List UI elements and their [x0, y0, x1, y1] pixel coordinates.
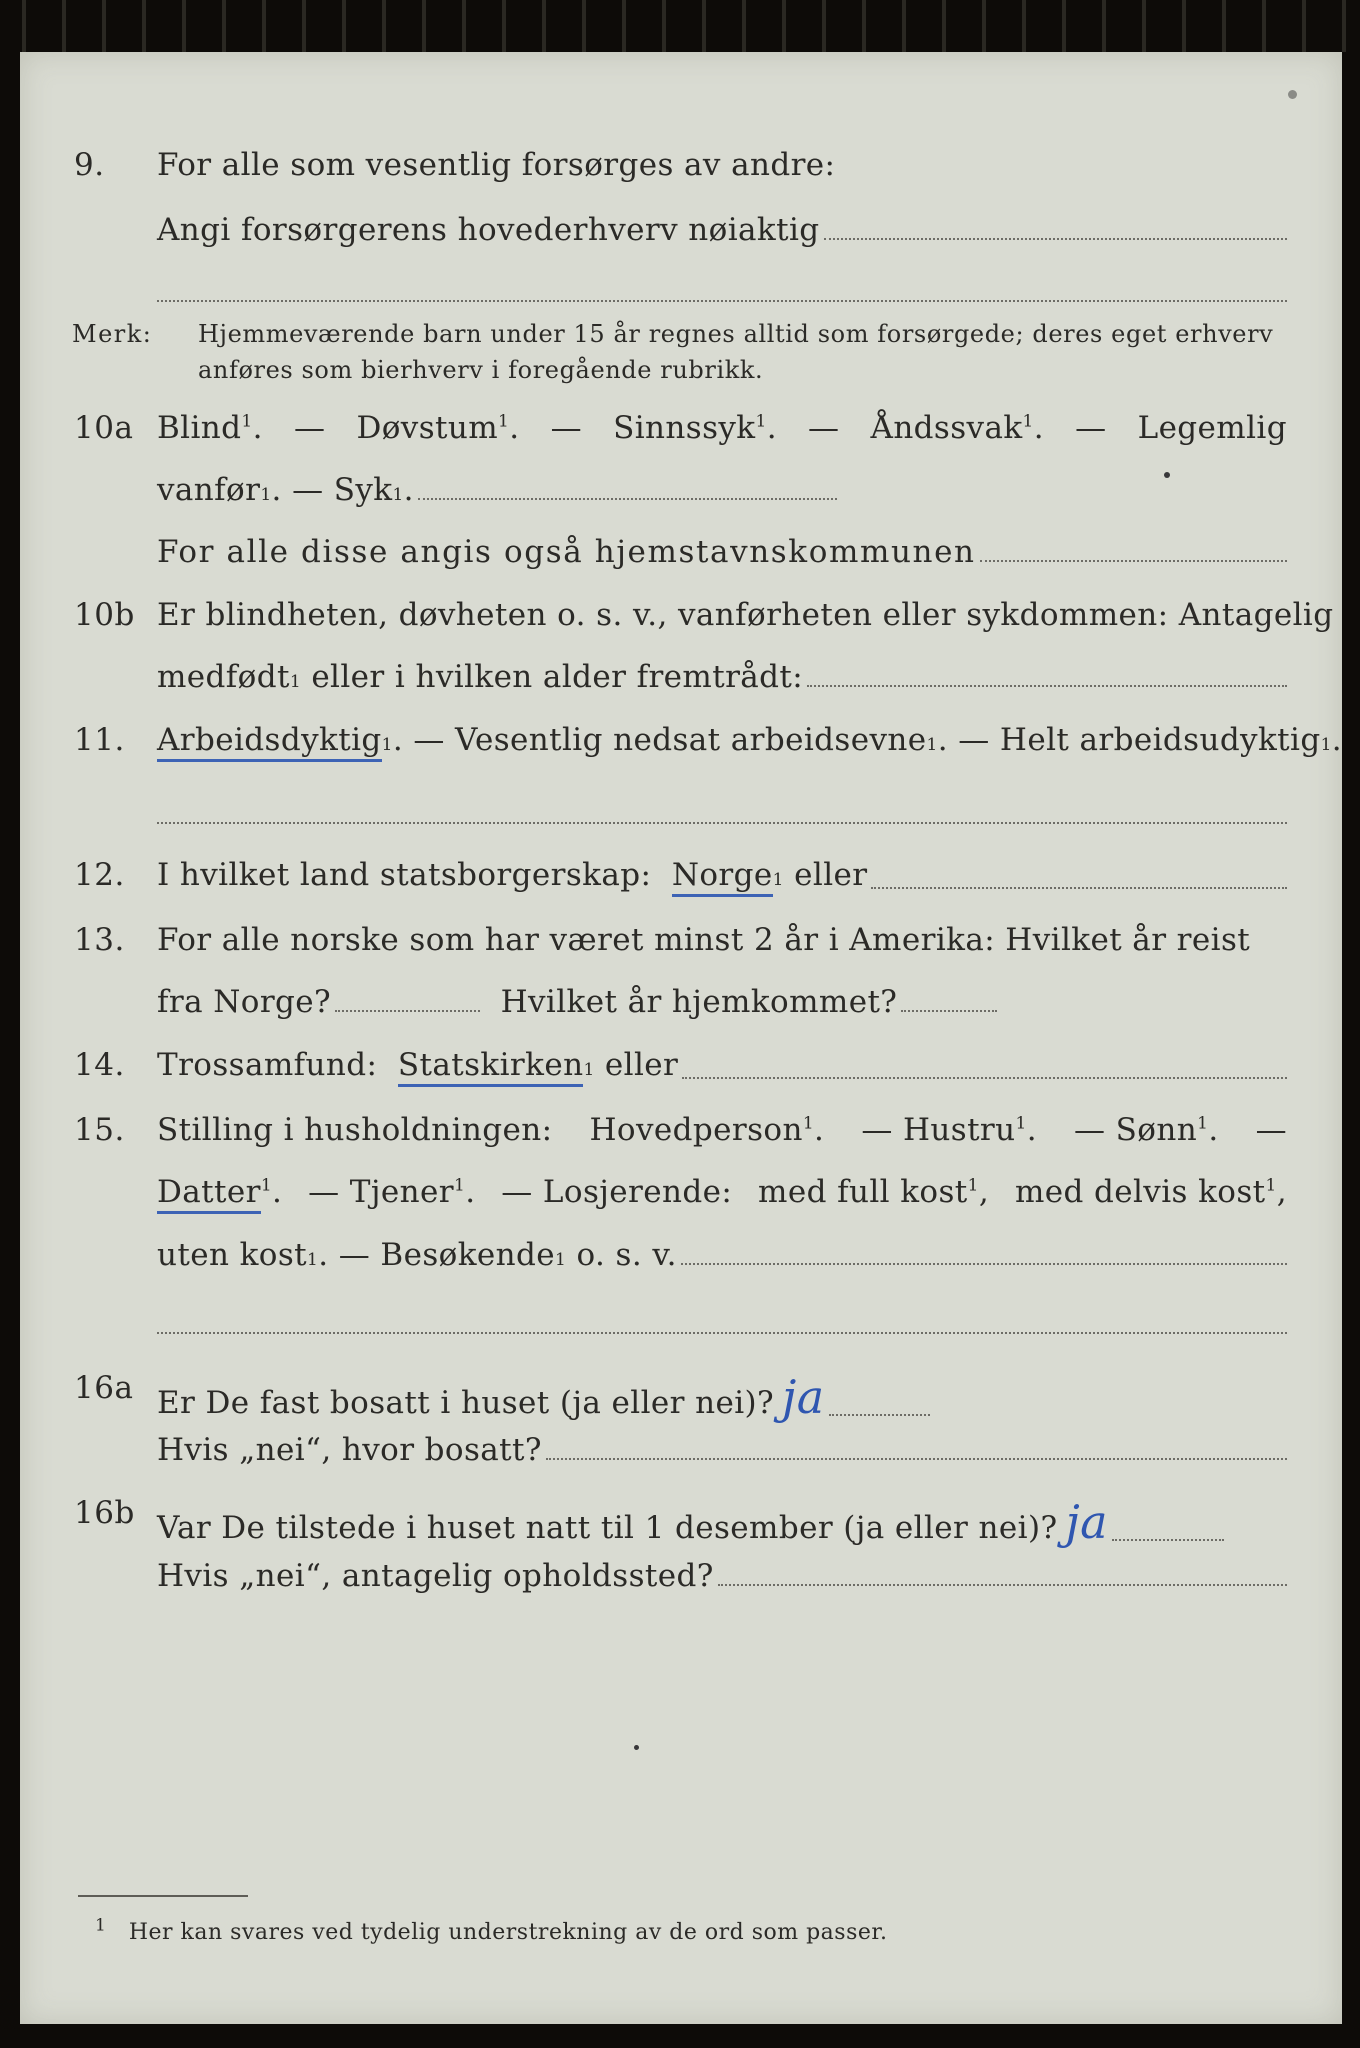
option-sonn[interactable]: — Sønn: [1074, 1112, 1198, 1148]
answer-line[interactable]: [157, 300, 1287, 302]
question-text: For alle disse angis også hjemstavnskommunen: [157, 534, 976, 570]
option-dovstum[interactable]: Døvstum: [356, 410, 499, 446]
question-11: 11. Arbeidsdyktig 1 . — Vesentlig nedsat arbeidsevne 1 . — Helt arbeidsudyktig 1 .: [20, 722, 1342, 778]
answer-line[interactable]: [157, 1332, 1287, 1334]
option-delvis-kost[interactable]: med delvis kost: [1014, 1174, 1266, 1210]
question-10b-line2: medfødt 1 eller i hvilken alder fremtrådt:: [20, 659, 1342, 715]
question-16b: [20, 1495, 1342, 1551]
question-16a-line2: [20, 1432, 1342, 1488]
separator: —: [550, 410, 582, 446]
option-tjener[interactable]: — Tjener: [308, 1174, 454, 1210]
scan-top-edge: [0, 0, 1360, 52]
question-text: Er blindheten, døvheten o. s. v., vanførheten eller sykdommen: Antagelig: [157, 597, 1334, 633]
option-andssvak[interactable]: Åndssvak: [870, 410, 1023, 446]
question-text: eller i hvilken alder fremtrådt:: [311, 659, 804, 695]
answer-line[interactable]: [871, 887, 1287, 889]
question-text: o. s. v.: [576, 1237, 677, 1273]
separator: —: [1075, 410, 1107, 446]
footnote-rule: [78, 1895, 248, 1897]
question-text: eller: [794, 857, 868, 893]
question-16b-line2: [20, 1558, 1342, 1614]
question-text: For alle som vesentlig forsørges av andre:: [157, 147, 836, 183]
ink-speck: [1164, 472, 1170, 478]
question-number: 16a: [74, 1370, 134, 1406]
question-14: 14. Trossamfund: Statskirken 1 eller: [20, 1047, 1342, 1103]
question-number: 15.: [74, 1112, 125, 1148]
option-legemlig[interactable]: Legemlig: [1137, 410, 1287, 446]
separator: —: [808, 410, 840, 446]
census-form-page: [20, 52, 1342, 2024]
option-syk[interactable]: — Syk: [292, 472, 393, 508]
question-text: eller: [604, 1047, 679, 1083]
question-9-line2: [20, 212, 1342, 268]
answer-line[interactable]: [681, 1263, 1287, 1265]
option-full-kost[interactable]: med full kost: [758, 1174, 968, 1210]
answer-line[interactable]: [807, 685, 1287, 687]
option-norge[interactable]: Norge: [672, 857, 773, 897]
question-10a: 10a Blind$^1$. — Døvstum$^1$. — Sinnssyk$^1$. — Åndssvak$^1$. — Legemlig: [74, 410, 1287, 446]
answer-line[interactable]: [1112, 1539, 1224, 1541]
question-text: Er De fast bosatt i huset (ja eller nei)?: [157, 1385, 775, 1421]
answer-line[interactable]: [418, 498, 837, 500]
question-16a: [20, 1370, 1342, 1426]
question-number: 12.: [74, 857, 125, 893]
question-13-line2: [20, 984, 1342, 1040]
option-arbeidsdyktig[interactable]: Arbeidsdyktig: [157, 722, 382, 762]
option-blind[interactable]: Blind: [157, 410, 242, 446]
question-text: Angi forsørgerens hovederhverv nøiaktig: [157, 212, 820, 248]
question-12: 12. I hvilket land statsborgerskap: Norge 1 eller: [20, 857, 1342, 913]
option-besokende[interactable]: — Besøkende: [338, 1237, 555, 1273]
option-sinnssyk[interactable]: Sinnssyk: [613, 410, 756, 446]
question-text: Stilling i husholdningen:: [157, 1112, 553, 1148]
answer-line[interactable]: [901, 1010, 997, 1012]
question-text: For alle norske som har været minst 2 år i Amerika: Hvilket år reist: [157, 922, 1251, 958]
option-datter[interactable]: Datter: [157, 1174, 261, 1214]
question-10b: [20, 597, 1342, 653]
option-vanfor[interactable]: vanfør: [157, 472, 261, 508]
question-number: 13.: [74, 922, 125, 958]
question-number: 14.: [74, 1047, 125, 1083]
answer-line[interactable]: [335, 1010, 480, 1012]
question-number: 9.: [74, 147, 105, 183]
footnote: [95, 1915, 888, 1945]
note-text: Hjemmeværende barn under 15 år regnes alltid som forsørgede; deres eget erhverv anføres som bierhverv i foregående rubrikk.: [198, 320, 1274, 384]
answer-line[interactable]: [718, 1584, 1287, 1586]
question-number: 16b: [74, 1495, 135, 1531]
question-text: Hvilket år hjemkommet?: [500, 984, 898, 1020]
ink-speck: [1288, 90, 1297, 99]
question-15-line2: Datter$^1$. — Tjener$^1$. — Losjerende: med full kost$^1$, med delvis kost$^1$,: [20, 1174, 1342, 1230]
question-10a-line3: [20, 534, 1342, 590]
option-hovedperson[interactable]: Hovedperson: [589, 1112, 803, 1148]
question-text: fra Norge?: [157, 984, 332, 1020]
question-9: [20, 147, 1342, 203]
answer-line[interactable]: [980, 560, 1287, 562]
answer-line[interactable]: [546, 1458, 1287, 1460]
option-statskirken[interactable]: Statskirken: [398, 1047, 584, 1087]
answer-line[interactable]: [824, 238, 1287, 240]
footnote-text: Her kan svares ved tydelig understrekning av de ord som passer.: [128, 1920, 888, 1945]
question-text: — Losjerende:: [501, 1174, 733, 1210]
question-text: Var De tilstede i huset natt til 1 desember (ja eller nei)?: [157, 1510, 1058, 1546]
question-number: 10a: [74, 410, 134, 446]
question-13: [20, 922, 1342, 978]
option-helt-arbeidsudyktig[interactable]: — Helt arbeidsudyktig: [958, 722, 1321, 758]
option-hustru[interactable]: — Hustru: [861, 1112, 1016, 1148]
separator: —: [293, 410, 326, 446]
question-15: 15. Stilling i husholdningen: Hovedperson$^1$. — Hustru$^1$. — Sønn$^1$. —: [74, 1112, 1287, 1148]
handwritten-answer[interactable]: ja: [1065, 1495, 1108, 1549]
handwritten-answer[interactable]: ja: [782, 1370, 825, 1424]
ink-speck: [634, 1745, 639, 1750]
option-medfodt[interactable]: medfødt: [157, 659, 290, 695]
answer-line[interactable]: [682, 1077, 1287, 1079]
footnote-mark: 1: [95, 1915, 107, 1936]
question-text: I hvilket land statsborgerskap:: [157, 857, 652, 893]
question-text: Trossamfund:: [157, 1047, 378, 1083]
question-number: 10b: [74, 597, 135, 633]
answer-line[interactable]: [829, 1414, 930, 1416]
option-uten-kost[interactable]: uten kost: [157, 1237, 308, 1273]
question-15-line3: uten kost 1 . — Besøkende 1 o. s. v.: [20, 1237, 1342, 1293]
question-number: 11.: [74, 722, 125, 758]
option-vesentlig-nedsat[interactable]: — Vesentlig nedsat arbeidsevne: [413, 722, 927, 758]
answer-line[interactable]: [157, 822, 1287, 824]
question-text: Hvis „nei“, hvor bosatt?: [157, 1432, 542, 1468]
question-10a-line2: vanfør 1 . — Syk 1 .: [20, 472, 1342, 528]
question-text: Hvis „nei“, antagelig opholdssted?: [157, 1558, 714, 1594]
note-label: Merk:: [72, 320, 153, 348]
separator: —: [1255, 1112, 1287, 1148]
